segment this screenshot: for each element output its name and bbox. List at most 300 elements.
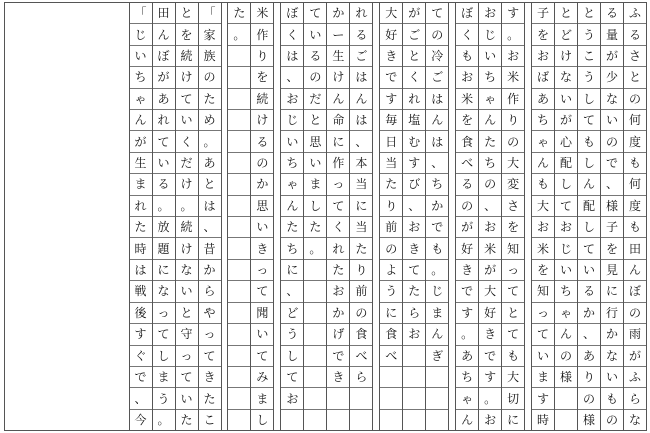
manuscript-cell: お xyxy=(479,3,501,24)
manuscript-cell xyxy=(228,89,250,110)
manuscript-cell xyxy=(403,410,425,430)
manuscript-cell: ご xyxy=(403,24,425,45)
manuscript-cell xyxy=(228,260,250,281)
manuscript-cell: さ xyxy=(502,196,524,217)
manuscript-cell: ん xyxy=(130,110,152,131)
manuscript-cell: 放 xyxy=(153,217,175,238)
manuscript-cell: 。 xyxy=(176,196,198,217)
manuscript-column xyxy=(577,3,600,430)
manuscript-cell: ん xyxy=(624,260,646,281)
manuscript-cell: 。 xyxy=(199,131,221,152)
manuscript-cell: か xyxy=(578,303,600,324)
manuscript-cell: に xyxy=(350,196,372,217)
manuscript-cell: な xyxy=(601,346,623,367)
manuscript-cell: れ xyxy=(130,196,152,217)
manuscript-cell: り xyxy=(350,260,372,281)
manuscript-cell: 食 xyxy=(456,131,478,152)
manuscript-cell xyxy=(380,410,402,430)
manuscript-cell: っ xyxy=(502,260,524,281)
manuscript-cell: い xyxy=(601,367,623,388)
manuscript-cell: 行 xyxy=(601,303,623,324)
manuscript-cell: く xyxy=(456,24,478,45)
manuscript-cell: の xyxy=(479,174,501,195)
manuscript-cell xyxy=(228,410,250,430)
manuscript-cell: 思 xyxy=(304,131,326,152)
manuscript-cell: 当 xyxy=(350,174,372,195)
manuscript-cell: る xyxy=(578,281,600,302)
manuscript-cell: さ xyxy=(624,46,646,67)
manuscript-cell: か xyxy=(251,174,273,195)
manuscript-cell: ふ xyxy=(624,3,646,24)
manuscript-cell: で xyxy=(479,346,501,367)
manuscript-cell xyxy=(380,367,402,388)
manuscript-cell: 見 xyxy=(601,260,623,281)
manuscript-cell: に xyxy=(601,281,623,302)
manuscript-cell: て xyxy=(199,346,221,367)
manuscript-cell: ん xyxy=(532,153,554,174)
manuscript-cell: 塩 xyxy=(403,110,425,131)
manuscript-cell: お xyxy=(327,281,349,302)
manuscript-cell: お xyxy=(532,46,554,67)
manuscript-cell: お xyxy=(281,89,303,110)
manuscript-column xyxy=(152,3,175,430)
manuscript-cell: う xyxy=(578,67,600,88)
manuscript-cell: 大 xyxy=(502,367,524,388)
manuscript-cell: 米 xyxy=(532,238,554,259)
manuscript-cell: ご xyxy=(426,67,448,88)
manuscript-cell: を xyxy=(251,67,273,88)
manuscript-cell: ぼ xyxy=(624,281,646,302)
manuscript-cell: き xyxy=(479,324,501,345)
manuscript-cell: は xyxy=(281,46,303,67)
manuscript-cell: ん xyxy=(426,324,448,345)
manuscript-cell: の xyxy=(555,346,577,367)
column-gutter xyxy=(221,3,228,430)
manuscript-cell: げ xyxy=(327,324,349,345)
manuscript-cell: 。 xyxy=(304,238,326,259)
manuscript-column xyxy=(227,3,250,430)
manuscript-cell: ゃ xyxy=(281,174,303,195)
manuscript-cell: き xyxy=(251,238,273,259)
manuscript-cell: 昔 xyxy=(199,238,221,259)
manuscript-cell: は xyxy=(199,196,221,217)
manuscript-cell xyxy=(426,388,448,409)
manuscript-cell: 聞 xyxy=(251,303,273,324)
manuscript-cell: ら xyxy=(403,303,425,324)
manuscript-cell: お xyxy=(484,412,497,427)
manuscript-cell: は xyxy=(426,89,448,110)
manuscript-cell: 前 xyxy=(350,281,372,302)
manuscript-cell: ま xyxy=(426,303,448,324)
manuscript-cell: ち xyxy=(555,281,577,302)
manuscript-cell: し xyxy=(256,412,269,427)
manuscript-cell: 配 xyxy=(555,153,577,174)
manuscript-cell: い xyxy=(304,153,326,174)
manuscript-column xyxy=(129,3,152,430)
manuscript-column xyxy=(478,3,501,430)
manuscript-cell: も xyxy=(578,131,600,152)
manuscript-cell: ん xyxy=(479,110,501,131)
manuscript-cell: あ xyxy=(532,89,554,110)
manuscript-cell: の xyxy=(624,303,646,324)
manuscript-cell: し xyxy=(153,346,175,367)
manuscript-column xyxy=(326,3,349,430)
manuscript-cell: か xyxy=(601,324,623,345)
manuscript-cell: を xyxy=(532,260,554,281)
manuscript-cell xyxy=(304,388,326,409)
manuscript-cell: じ xyxy=(555,238,577,259)
manuscript-cell xyxy=(228,153,250,174)
column-gutter xyxy=(524,3,531,430)
manuscript-cell: ち xyxy=(479,153,501,174)
manuscript-cell: め xyxy=(199,110,221,131)
manuscript-cell: 当 xyxy=(350,217,372,238)
manuscript-cell: を xyxy=(176,24,198,45)
manuscript-cell xyxy=(426,367,448,388)
manuscript-cell: て xyxy=(403,260,425,281)
manuscript-cell: あ xyxy=(578,346,600,367)
manuscript-cell: こ xyxy=(578,46,600,67)
manuscript-cell: 何 xyxy=(624,110,646,131)
manuscript-cell xyxy=(327,410,349,430)
manuscript-cell: 変 xyxy=(502,174,524,195)
manuscript-cell: っ xyxy=(327,174,349,195)
manuscript-cell xyxy=(555,410,577,430)
manuscript-cell: と xyxy=(304,110,326,131)
manuscript-cell: し xyxy=(578,153,600,174)
manuscript-cell: た xyxy=(199,388,221,409)
manuscript-cell: 大 xyxy=(502,153,524,174)
manuscript-cell: 日 xyxy=(380,131,402,152)
manuscript-cell: 食 xyxy=(350,324,372,345)
manuscript-cell: が xyxy=(153,67,175,88)
manuscript-cell: べ xyxy=(380,346,402,367)
manuscript-cell: を xyxy=(456,110,478,131)
manuscript-cell: ん xyxy=(350,89,372,110)
manuscript-cell: こ xyxy=(203,412,216,427)
manuscript-cell: で xyxy=(130,367,152,388)
manuscript-cell: い xyxy=(601,110,623,131)
manuscript-cell: て xyxy=(153,131,175,152)
manuscript-cell: も xyxy=(624,153,646,174)
manuscript-cell: て xyxy=(176,89,198,110)
manuscript-cell: 田 xyxy=(624,238,646,259)
manuscript-cell: ん xyxy=(327,89,349,110)
manuscript-cell: 。 xyxy=(426,260,448,281)
manuscript-cell: う xyxy=(153,388,175,409)
manuscript-cell xyxy=(304,281,326,302)
manuscript-cell: 戦 xyxy=(130,281,152,302)
manuscript-cell: る xyxy=(624,24,646,45)
manuscript-cell: 知 xyxy=(532,281,554,302)
manuscript-cell: す xyxy=(479,367,501,388)
manuscript-cell: 。 xyxy=(157,412,170,427)
manuscript-cell: で xyxy=(380,67,402,88)
manuscript-cell: う xyxy=(281,324,303,345)
manuscript-cell: 冷 xyxy=(426,46,448,67)
manuscript-cell: お xyxy=(456,67,478,88)
manuscript-cell: の xyxy=(605,412,618,427)
manuscript-cell: り xyxy=(502,110,524,131)
manuscript-cell: ふ xyxy=(624,367,646,388)
manuscript-column xyxy=(379,3,402,430)
manuscript-cell: む xyxy=(403,131,425,152)
manuscript-cell: や xyxy=(199,303,221,324)
manuscript-cell: た xyxy=(380,174,402,195)
manuscript-paper xyxy=(4,2,647,431)
manuscript-column xyxy=(531,3,554,430)
manuscript-column xyxy=(349,3,372,430)
manuscript-cell: 、 xyxy=(199,217,221,238)
manuscript-cell: 米 xyxy=(251,3,273,24)
manuscript-cell: か xyxy=(327,3,349,24)
manuscript-cell: 、 xyxy=(281,67,303,88)
manuscript-cell: ん xyxy=(153,24,175,45)
manuscript-cell: て xyxy=(281,367,303,388)
manuscript-cell: 雨 xyxy=(624,324,646,345)
manuscript-column xyxy=(198,3,221,430)
manuscript-cell: べ xyxy=(456,153,478,174)
manuscript-cell: 量 xyxy=(601,24,623,45)
manuscript-cell: で xyxy=(327,346,349,367)
manuscript-cell xyxy=(555,388,577,409)
manuscript-cell: 、 xyxy=(426,153,448,174)
manuscript-cell: る xyxy=(153,174,175,195)
manuscript-cell: す xyxy=(403,153,425,174)
manuscript-cell: い xyxy=(251,324,273,345)
manuscript-cell: 「 xyxy=(130,3,152,24)
manuscript-cell: ち xyxy=(281,238,303,259)
manuscript-cell: は xyxy=(350,110,372,131)
manuscript-cell: と xyxy=(555,3,577,24)
manuscript-cell: に xyxy=(507,412,520,427)
manuscript-cell: と xyxy=(199,174,221,195)
manuscript-cell: 大 xyxy=(380,3,402,24)
manuscript-cell: で xyxy=(456,281,478,302)
manuscript-cell: 。 xyxy=(456,324,478,345)
manuscript-cell: う xyxy=(578,24,600,45)
manuscript-cell xyxy=(403,388,425,409)
manuscript-cell: の xyxy=(456,196,478,217)
manuscript-cell: て xyxy=(555,196,577,217)
manuscript-cell: い xyxy=(251,217,273,238)
manuscript-cell: 。 xyxy=(502,24,524,45)
manuscript-cell: け xyxy=(176,67,198,88)
manuscript-cell: た xyxy=(281,217,303,238)
manuscript-cell: ゃ xyxy=(555,303,577,324)
manuscript-cell: じ xyxy=(426,281,448,302)
manuscript-cell: ぼ xyxy=(456,3,478,24)
manuscript-cell: 家 xyxy=(199,24,221,45)
manuscript-cell: 生 xyxy=(327,46,349,67)
manuscript-cell: と xyxy=(502,303,524,324)
manuscript-cell: し xyxy=(281,346,303,367)
manuscript-cell: の xyxy=(624,89,646,110)
manuscript-cell: け xyxy=(555,46,577,67)
manuscript-cell: 切 xyxy=(502,388,524,409)
manuscript-cell: ま xyxy=(153,367,175,388)
manuscript-cell: し xyxy=(555,174,577,195)
manuscript-cell: い xyxy=(479,46,501,67)
manuscript-cell: 続 xyxy=(176,217,198,238)
manuscript-cell: が xyxy=(456,217,478,238)
manuscript-cell: も xyxy=(502,346,524,367)
manuscript-cell: 本 xyxy=(350,153,372,174)
manuscript-cell: う xyxy=(380,281,402,302)
manuscript-cell: だ xyxy=(176,153,198,174)
manuscript-cell: な xyxy=(555,67,577,88)
manuscript-cell: き xyxy=(380,46,402,67)
manuscript-cell: 好 xyxy=(479,303,501,324)
manuscript-cell: か xyxy=(327,303,349,324)
manuscript-cell: あ xyxy=(199,153,221,174)
manuscript-cell: 度 xyxy=(624,196,646,217)
manuscript-cell: く xyxy=(327,217,349,238)
manuscript-cell: 守 xyxy=(176,324,198,345)
manuscript-column xyxy=(623,3,646,430)
manuscript-cell: り xyxy=(251,46,273,67)
manuscript-cell: ま xyxy=(532,367,554,388)
manuscript-cell: る xyxy=(304,46,326,67)
manuscript-cell: 「 xyxy=(199,3,221,24)
manuscript-cell xyxy=(350,410,372,430)
manuscript-cell: だ xyxy=(304,89,326,110)
manuscript-cell: と xyxy=(624,67,646,88)
manuscript-cell: ら xyxy=(350,367,372,388)
manuscript-cell: ゃ xyxy=(532,131,554,152)
manuscript-cell xyxy=(426,410,448,430)
manuscript-cell: 好 xyxy=(380,24,402,45)
manuscript-cell: と xyxy=(176,303,198,324)
manuscript-cell: っ xyxy=(153,303,175,324)
manuscript-cell: 大 xyxy=(532,196,554,217)
manuscript-cell: た xyxy=(228,3,250,24)
manuscript-cell: た xyxy=(350,238,372,259)
manuscript-cell: 題 xyxy=(153,238,175,259)
manuscript-cell xyxy=(281,410,303,430)
manuscript-cell: ゃ xyxy=(479,89,501,110)
manuscript-cell: い xyxy=(176,388,198,409)
manuscript-cell: よ xyxy=(380,260,402,281)
manuscript-cell: し xyxy=(304,196,326,217)
manuscript-cell: 心 xyxy=(555,131,577,152)
manuscript-cell: き xyxy=(456,260,478,281)
manuscript-cell: ぎ xyxy=(426,346,448,367)
manuscript-cell: き xyxy=(403,238,425,259)
manuscript-cell: お xyxy=(403,324,425,345)
manuscript-cell: 族 xyxy=(199,46,221,67)
manuscript-cell: の xyxy=(426,24,448,45)
manuscript-cell: い xyxy=(555,89,577,110)
manuscript-cell: 、 xyxy=(479,196,501,217)
manuscript-cell: 配 xyxy=(578,196,600,217)
manuscript-column xyxy=(600,3,623,430)
manuscript-cell xyxy=(228,303,250,324)
manuscript-cell: ー xyxy=(327,24,349,45)
manuscript-column xyxy=(280,3,303,430)
manuscript-column xyxy=(501,3,524,430)
manuscript-cell: て xyxy=(578,110,600,131)
manuscript-cell: 知 xyxy=(502,238,524,259)
manuscript-cell: 作 xyxy=(327,153,349,174)
manuscript-cell: み xyxy=(251,367,273,388)
manuscript-cell xyxy=(228,67,250,88)
manuscript-cell: い xyxy=(153,153,175,174)
manuscript-cell: 。 xyxy=(479,388,501,409)
manuscript-cell: き xyxy=(327,367,349,388)
column-gutter xyxy=(372,3,379,430)
manuscript-cell: て xyxy=(502,324,524,345)
manuscript-cell: ん xyxy=(281,196,303,217)
manuscript-cell: 、 xyxy=(130,388,152,409)
manuscript-cell: と xyxy=(578,3,600,24)
manuscript-cell: っ xyxy=(176,346,198,367)
manuscript-cell: た xyxy=(199,89,221,110)
manuscript-cell: じ xyxy=(479,24,501,45)
manuscript-cell: が xyxy=(130,131,152,152)
manuscript-cell: で xyxy=(426,217,448,238)
manuscript-cell: た xyxy=(180,412,193,427)
manuscript-cell: 思 xyxy=(251,196,273,217)
manuscript-cell: 子 xyxy=(532,3,554,24)
manuscript-cell: 続 xyxy=(251,89,273,110)
manuscript-cell: く xyxy=(176,131,198,152)
manuscript-cell: て xyxy=(426,3,448,24)
manuscript-cell: び xyxy=(403,174,425,195)
manuscript-column xyxy=(554,3,577,430)
manuscript-cell xyxy=(228,174,250,195)
manuscript-cell: 食 xyxy=(380,324,402,345)
manuscript-cell: っ xyxy=(199,324,221,345)
manuscript-cell: 様 xyxy=(582,412,595,427)
manuscript-cell xyxy=(228,238,250,259)
manuscript-cell: 好 xyxy=(456,238,478,259)
manuscript-cell: て xyxy=(153,324,175,345)
manuscript-cell: ら xyxy=(624,388,646,409)
manuscript-cell: ぼ xyxy=(153,46,175,67)
manuscript-cell: い xyxy=(555,260,577,281)
manuscript-cell: 作 xyxy=(251,24,273,45)
manuscript-cell: す xyxy=(456,303,478,324)
manuscript-cell: は xyxy=(426,131,448,152)
manuscript-cell: い xyxy=(130,46,152,67)
manuscript-cell: お xyxy=(479,217,501,238)
manuscript-cell: あ xyxy=(456,346,478,367)
manuscript-cell: の xyxy=(601,131,623,152)
manuscript-cell: な xyxy=(176,260,198,281)
manuscript-cell xyxy=(228,346,250,367)
manuscript-cell: 少 xyxy=(601,67,623,88)
manuscript-cell: た xyxy=(304,217,326,238)
manuscript-cell: ど xyxy=(555,24,577,45)
manuscript-cell: る xyxy=(601,3,623,24)
manuscript-cell: は xyxy=(350,67,372,88)
manuscript-cell xyxy=(350,388,372,409)
manuscript-cell xyxy=(228,196,250,217)
manuscript-cell: ん xyxy=(461,412,474,427)
manuscript-cell: ん xyxy=(426,110,448,131)
manuscript-cell: じ xyxy=(281,110,303,131)
manuscript-cell: も xyxy=(456,46,478,67)
manuscript-cell: の xyxy=(199,67,221,88)
manuscript-cell: て xyxy=(251,281,273,302)
manuscript-cell: お xyxy=(532,217,554,238)
manuscript-cell: た xyxy=(130,217,152,238)
manuscript-cell: 時 xyxy=(536,412,549,427)
manuscript-cell: じ xyxy=(130,24,152,45)
manuscript-cell xyxy=(304,324,326,345)
manuscript-cell xyxy=(228,46,250,67)
